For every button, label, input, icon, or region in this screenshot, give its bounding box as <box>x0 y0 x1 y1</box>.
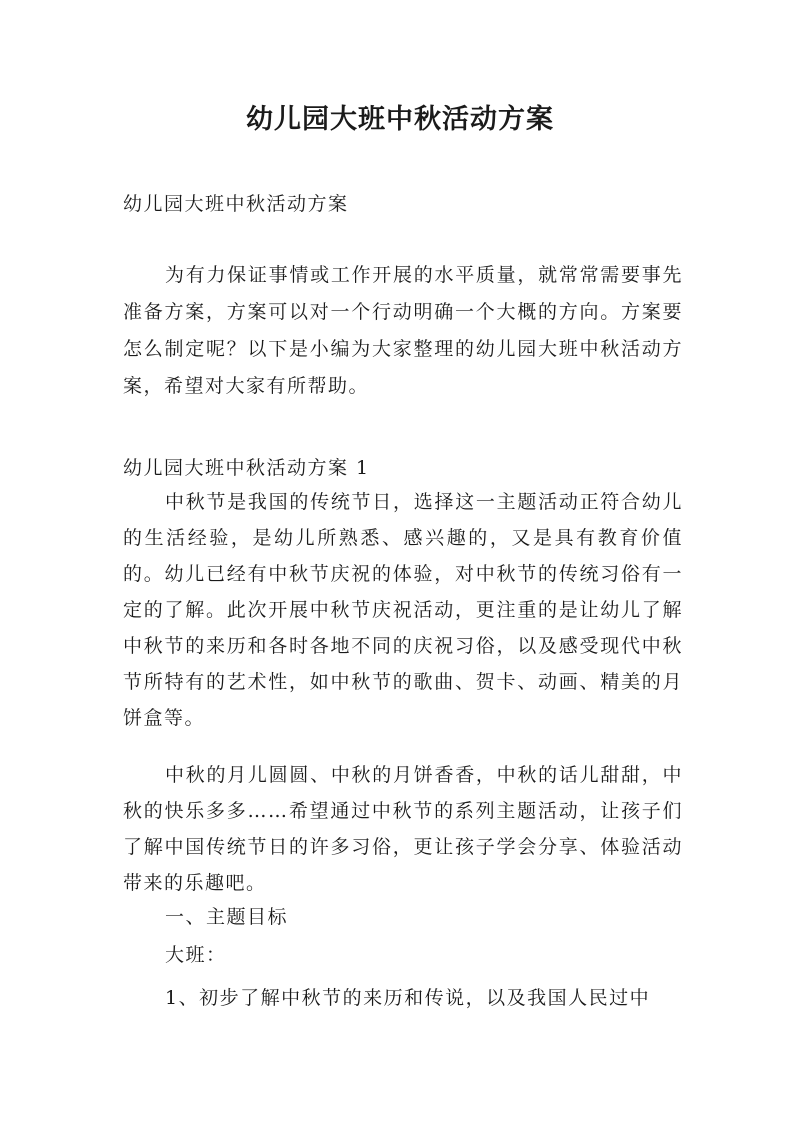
paragraph-1: 中秋节是我国的传统节日，选择这一主题活动正符合幼儿的生活经验，是幼儿所熟悉、感兴趣的，又是具有教育价值的。幼儿已经有中秋节庆祝的体验，对中秋节的传统习俗有一定的了解。此次开展中秋节庆祝活动，更注重的是让幼儿了解中秋节的来历和各时各地不同的庆祝习俗，以及感受现代中秋节所特有的艺术性，如中秋节的歌曲、贺卡、动画、精美的月饼盒等。 <box>123 491 683 729</box>
document-subtitle: 幼儿园大班中秋活动方案 <box>123 193 349 215</box>
heading-goals: 一、主题目标 <box>165 906 289 928</box>
intro-paragraph: 为有力保证事情或工作开展的水平质量，就常常需要事先准备方案，方案可以对一个行动明确一个大概的方向。方案要怎么制定呢？以下是小编为大家整理的幼儿园大班中秋活动方案，希望对大家有所帮助。 <box>123 264 683 397</box>
section-heading-1: 幼儿园大班中秋活动方案 1 <box>123 457 370 479</box>
label-class: 大班： <box>165 944 227 966</box>
document-title: 幼儿园大班中秋活动方案 <box>246 104 554 135</box>
paragraph-2: 中秋的月儿圆圆、中秋的月饼香香，中秋的话儿甜甜，中秋的快乐多多……希望通过中秋节的系列主题活动，让孩子们了解中国传统节日的许多习俗，更让孩子学会分享、体验活动带来的乐趣吧。 <box>123 764 683 894</box>
goal-item-1: 1、初步了解中秋节的来历和传说，以及我国人民过中 <box>165 987 651 1009</box>
